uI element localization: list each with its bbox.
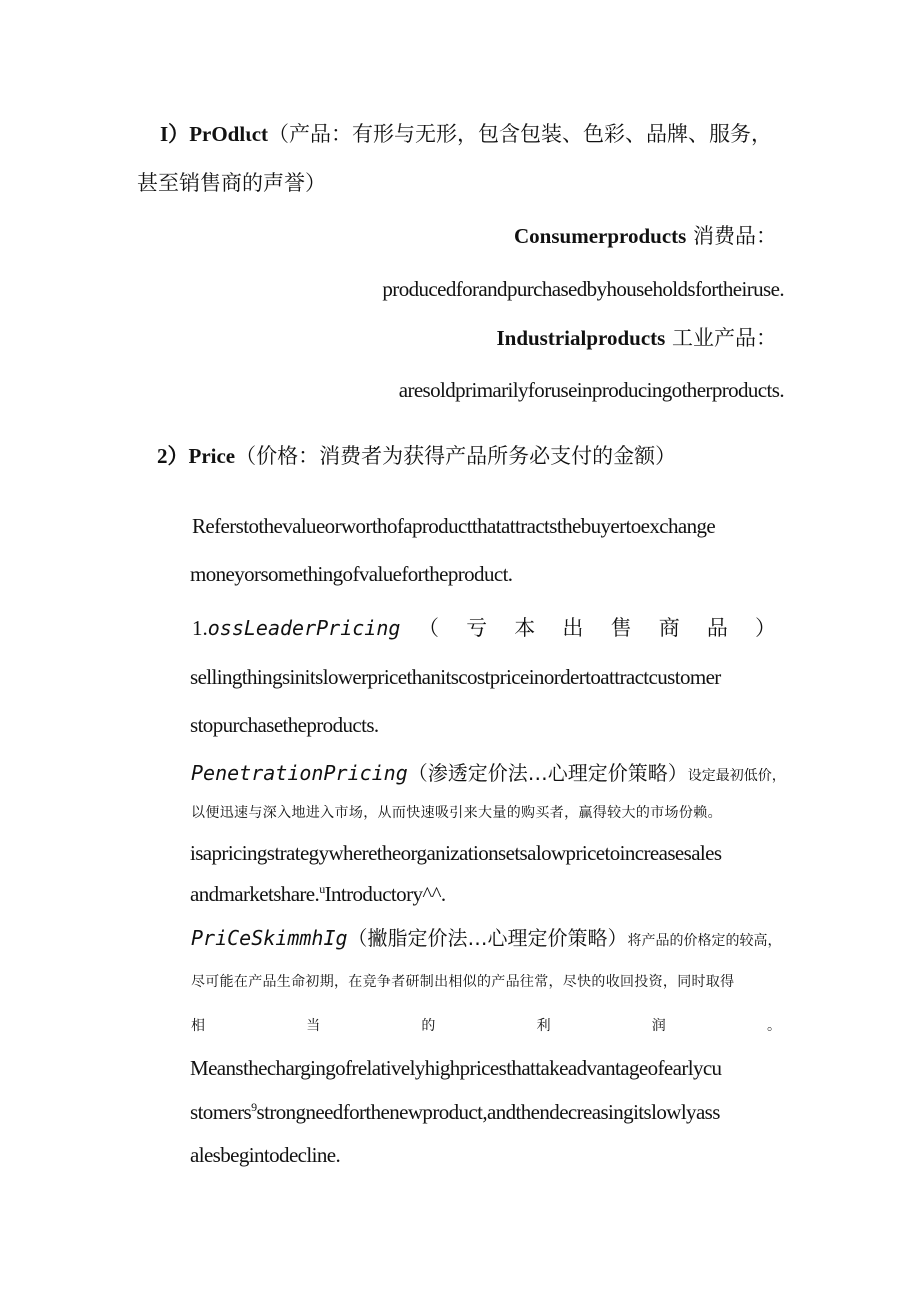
skimming-line2-text: stomers: [190, 1100, 252, 1124]
section1-note: （产品：有形与无形，包含包装、色彩、品牌、服务，: [268, 122, 773, 146]
loss-leader-cn-char: 本: [514, 616, 536, 640]
loss-leader-cn-char: ）: [754, 616, 776, 640]
section1-heading-cont: 甚至销售商的声誉）: [137, 171, 326, 195]
skimming-desc1: 将产品的价格定的较高，: [627, 933, 782, 949]
section2-term: Price: [188, 444, 236, 468]
section2-heading: [157, 446, 676, 467]
loss-leader-cn-char: （: [418, 616, 439, 640]
loss-leader-cn-char: 商: [658, 616, 680, 640]
skimming-desc3-char: 当: [306, 1018, 321, 1034]
skimming-line3: alesbegintodecline.: [190, 1143, 341, 1167]
loss-leader-term: ossLeaderPricing: [207, 616, 401, 640]
loss-leader-line1: sellingthingsinitslowerpricethanitscostpriceinordertoattractcustomer: [190, 665, 721, 689]
penetration-line2-sup: u: [319, 882, 325, 896]
consumer-products-cn: 消费品：: [686, 224, 777, 248]
penetration-line2-tail: Introductory^^.: [324, 882, 446, 906]
consumer-products-definition: producedforandpurchasedbyhouseholdsfortheiruse.: [382, 277, 784, 301]
skimming-heading: [191, 928, 782, 949]
industrial-products-definition: aresoldprimarilyforuseinproducingotherproducts.: [398, 378, 784, 402]
penetration-desc2: 以便迅速与深入地进入市场，从而快速吸引来大量的购买者，赢得较大的市场份赖。: [191, 805, 722, 821]
skimming-desc3-char: 的: [421, 1018, 436, 1034]
price-definition-line1: Referstothevalueorworthofaproductthatattractsthebuyertoexchange: [192, 514, 716, 538]
penetration-term: PenetrationPricing: [191, 761, 408, 785]
loss-leader-line2: stopurchasetheproducts.: [190, 713, 379, 737]
loss-leader-prefix: 1.: [192, 616, 208, 640]
loss-leader-cn-char: 亏: [466, 616, 488, 640]
penetration-line2: [190, 883, 446, 905]
skimming-line2-tail: strongneedforthenewproduct,andthendecreasingitslowlyass: [256, 1100, 720, 1124]
section1-number: I）: [160, 122, 190, 146]
price-definition-line2: moneyorsomethingofvaluefortheproduct.: [190, 562, 513, 586]
skimming-line2-sup: 9: [251, 1100, 257, 1114]
skimming-line2: [190, 1101, 720, 1123]
penetration-line2-text: andmarketshare.: [190, 882, 320, 906]
skimming-desc3-char: 润: [651, 1018, 666, 1034]
penetration-heading: [191, 763, 786, 784]
loss-leader-cn-char: 出: [562, 616, 584, 640]
industrial-products-heading: [496, 328, 777, 349]
section1-heading: [160, 124, 772, 145]
section2-number: 2）: [157, 444, 189, 468]
section1-term: PrOdlιct: [189, 122, 269, 146]
loss-leader-cn: [418, 618, 776, 639]
skimming-desc3: [191, 1019, 781, 1033]
skimming-desc3-char: 利: [536, 1018, 551, 1034]
section2-note: （价格：消费者为获得产品所务必支付的金额）: [235, 444, 677, 468]
skimming-desc2: 尽可能在产品生命初期，在竞争者研制出相似的产品往常，尽快的收回投资，同时取得: [191, 974, 735, 990]
industrial-products-cn: 工业产品：: [665, 326, 777, 350]
penetration-desc1: 设定最初低价，: [687, 768, 786, 784]
skimming-term: PriCeSkimmhIg: [191, 926, 348, 950]
consumer-products-heading: [514, 226, 777, 247]
skimming-desc3-char: 。: [766, 1018, 781, 1034]
penetration-line1: isapricingstrategywheretheorganizationsetsalowpricetoincreasesales: [190, 841, 722, 865]
industrial-products-term: Industrialproducts: [496, 326, 666, 350]
loss-leader-heading: [192, 618, 776, 639]
skimming-line1: Meansthechargingofrelativelyhighpricesthattakeadvantageofearlycu: [190, 1056, 722, 1080]
penetration-note: （渗透定价法…心理定价策略）: [407, 761, 688, 785]
loss-leader-cn-char: 售: [610, 616, 632, 640]
consumer-products-term: Consumerproducts: [514, 224, 687, 248]
skimming-desc3-char: 相: [191, 1018, 205, 1034]
skimming-note: （撇脂定价法…心理定价策略）: [347, 926, 628, 950]
loss-leader-cn-char: 品: [706, 616, 728, 640]
